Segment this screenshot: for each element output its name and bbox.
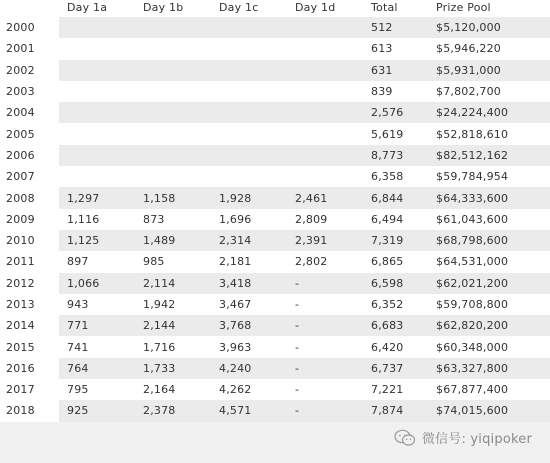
day-1b-cell: 985 <box>135 251 211 272</box>
day-1a-cell: 1,066 <box>59 273 135 294</box>
year-cell: 2012 <box>0 273 59 294</box>
total-cell: 6,494 <box>363 209 428 230</box>
day-1c-cell: 3,768 <box>211 315 287 336</box>
day-1c-cell <box>211 60 287 81</box>
table-row <box>0 273 550 294</box>
total-cell: 8,773 <box>363 145 428 166</box>
day-1d-cell: - <box>287 358 363 379</box>
table-row <box>0 38 550 59</box>
prize-pool-cell: $62,021,200 <box>428 273 550 294</box>
day-1d-cell: - <box>287 315 363 336</box>
day-1c-cell <box>211 17 287 38</box>
table-row <box>0 187 550 208</box>
prize-pool-cell: $61,043,600 <box>428 209 550 230</box>
prize-pool-cell: $67,877,400 <box>428 379 550 400</box>
year-cell: 2010 <box>0 230 59 251</box>
prize-pool-cell: $5,931,000 <box>428 60 550 81</box>
table-row <box>0 230 550 251</box>
header-day-1a: Day 1a <box>59 0 135 17</box>
day-1b-cell <box>135 123 211 144</box>
day-1b-cell: 1,158 <box>135 187 211 208</box>
day-1c-cell <box>211 81 287 102</box>
day-1c-cell <box>211 38 287 59</box>
day-1a-cell: 897 <box>59 251 135 272</box>
day-1d-cell <box>287 166 363 187</box>
table-body <box>0 17 550 422</box>
wechat-icon <box>394 429 416 447</box>
total-cell: 6,352 <box>363 294 428 315</box>
year-cell: 2014 <box>0 315 59 336</box>
day-1b-cell <box>135 102 211 123</box>
year-cell: 2016 <box>0 358 59 379</box>
prize-pool-cell: $62,820,200 <box>428 315 550 336</box>
day-1b-cell <box>135 145 211 166</box>
table-row <box>0 145 550 166</box>
table-row <box>0 379 550 400</box>
table-row <box>0 251 550 272</box>
prize-pool-cell: $82,512,162 <box>428 145 550 166</box>
total-cell: 6,737 <box>363 358 428 379</box>
header-year <box>0 0 59 17</box>
table-row <box>0 166 550 187</box>
watermark <box>394 428 532 447</box>
total-cell: 6,358 <box>363 166 428 187</box>
total-cell: 7,319 <box>363 230 428 251</box>
day-1a-cell <box>59 166 135 187</box>
day-1a-cell: 925 <box>59 400 135 421</box>
day-1c-cell: 2,314 <box>211 230 287 251</box>
day-1d-cell: 2,391 <box>287 230 363 251</box>
table-row <box>0 123 550 144</box>
day-1d-cell <box>287 60 363 81</box>
day-1a-cell: 1,125 <box>59 230 135 251</box>
table-row <box>0 209 550 230</box>
total-cell: 6,683 <box>363 315 428 336</box>
year-cell: 2008 <box>0 187 59 208</box>
day-1b-cell: 873 <box>135 209 211 230</box>
day-1d-cell: 2,461 <box>287 187 363 208</box>
prize-pool-cell: $64,531,000 <box>428 251 550 272</box>
day-1a-cell <box>59 60 135 81</box>
day-1c-cell: 1,928 <box>211 187 287 208</box>
header-row <box>0 0 550 17</box>
prize-pool-cell: $63,327,800 <box>428 358 550 379</box>
total-cell: 2,576 <box>363 102 428 123</box>
table-row <box>0 400 550 421</box>
year-cell: 2003 <box>0 81 59 102</box>
prize-pool-cell: $52,818,610 <box>428 123 550 144</box>
prize-pool-cell: $64,333,600 <box>428 187 550 208</box>
day-1b-cell <box>135 60 211 81</box>
day-1d-cell: - <box>287 273 363 294</box>
day-1b-cell <box>135 166 211 187</box>
day-1a-cell <box>59 81 135 102</box>
total-cell: 6,420 <box>363 336 428 357</box>
prize-pool-cell: $5,120,000 <box>428 17 550 38</box>
day-1c-cell: 4,240 <box>211 358 287 379</box>
total-cell: 512 <box>363 17 428 38</box>
day-1c-cell <box>211 166 287 187</box>
day-1b-cell: 2,164 <box>135 379 211 400</box>
year-cell: 2013 <box>0 294 59 315</box>
prize-pool-cell: $59,784,954 <box>428 166 550 187</box>
year-cell: 2001 <box>0 38 59 59</box>
table-row <box>0 17 550 38</box>
day-1d-cell: - <box>287 379 363 400</box>
day-1a-cell <box>59 123 135 144</box>
total-cell: 613 <box>363 38 428 59</box>
prize-pool-cell: $24,224,400 <box>428 102 550 123</box>
total-cell: 631 <box>363 60 428 81</box>
year-cell: 2000 <box>0 17 59 38</box>
year-cell: 2004 <box>0 102 59 123</box>
total-cell: 6,865 <box>363 251 428 272</box>
day-1b-cell <box>135 38 211 59</box>
prize-pool-cell: $74,015,600 <box>428 400 550 421</box>
day-1a-cell <box>59 102 135 123</box>
day-1d-cell <box>287 38 363 59</box>
header-prize-pool: Prize Pool <box>428 0 550 17</box>
table-header <box>0 0 550 17</box>
day-1b-cell: 2,144 <box>135 315 211 336</box>
prize-pool-cell: $60,348,000 <box>428 336 550 357</box>
day-1b-cell: 2,378 <box>135 400 211 421</box>
year-cell: 2005 <box>0 123 59 144</box>
day-1c-cell <box>211 102 287 123</box>
day-1d-cell: 2,809 <box>287 209 363 230</box>
total-cell: 839 <box>363 81 428 102</box>
table-row <box>0 102 550 123</box>
day-1c-cell: 3,418 <box>211 273 287 294</box>
table-row <box>0 315 550 336</box>
day-1a-cell <box>59 17 135 38</box>
header-day-1c: Day 1c <box>211 0 287 17</box>
table-row <box>0 294 550 315</box>
prize-pool-cell: $68,798,600 <box>428 230 550 251</box>
day-1d-cell: - <box>287 294 363 315</box>
day-1c-cell: 3,963 <box>211 336 287 357</box>
table-row <box>0 60 550 81</box>
day-1a-cell: 795 <box>59 379 135 400</box>
day-1d-cell <box>287 102 363 123</box>
total-cell: 6,598 <box>363 273 428 294</box>
prize-pool-cell: $7,802,700 <box>428 81 550 102</box>
header-day-1b: Day 1b <box>135 0 211 17</box>
table-row <box>0 358 550 379</box>
day-1b-cell <box>135 17 211 38</box>
day-1c-cell: 1,696 <box>211 209 287 230</box>
day-1b-cell <box>135 81 211 102</box>
year-cell: 2006 <box>0 145 59 166</box>
prize-pool-cell: $59,708,800 <box>428 294 550 315</box>
day-1b-cell: 1,716 <box>135 336 211 357</box>
watermark-text: 微信号: yiqipoker <box>421 432 532 447</box>
total-cell: 6,844 <box>363 187 428 208</box>
day-1a-cell: 771 <box>59 315 135 336</box>
day-1b-cell: 1,489 <box>135 230 211 251</box>
day-1d-cell: 2,802 <box>287 251 363 272</box>
year-cell: 2017 <box>0 379 59 400</box>
day-1c-cell <box>211 145 287 166</box>
day-1a-cell: 943 <box>59 294 135 315</box>
day-1d-cell: - <box>287 400 363 421</box>
day-1d-cell: - <box>287 336 363 357</box>
day-1c-cell: 4,262 <box>211 379 287 400</box>
day-1a-cell <box>59 145 135 166</box>
day-1a-cell <box>59 38 135 59</box>
day-1c-cell: 4,571 <box>211 400 287 421</box>
day-1b-cell: 2,114 <box>135 273 211 294</box>
total-cell: 7,874 <box>363 400 428 421</box>
year-cell: 2002 <box>0 60 59 81</box>
day-1a-cell: 1,116 <box>59 209 135 230</box>
year-cell: 2007 <box>0 166 59 187</box>
day-1d-cell <box>287 17 363 38</box>
day-1a-cell: 764 <box>59 358 135 379</box>
header-total: Total <box>363 0 428 17</box>
year-cell: 2018 <box>0 400 59 421</box>
header-day-1d: Day 1d <box>287 0 363 17</box>
table-row <box>0 81 550 102</box>
day-1d-cell <box>287 81 363 102</box>
day-1a-cell: 741 <box>59 336 135 357</box>
table-row <box>0 336 550 357</box>
day-1d-cell <box>287 145 363 166</box>
day-1c-cell: 3,467 <box>211 294 287 315</box>
total-cell: 5,619 <box>363 123 428 144</box>
day-1d-cell <box>287 123 363 144</box>
total-cell: 7,221 <box>363 379 428 400</box>
day-1b-cell: 1,942 <box>135 294 211 315</box>
day-1a-cell: 1,297 <box>59 187 135 208</box>
day-1c-cell <box>211 123 287 144</box>
year-cell: 2015 <box>0 336 59 357</box>
prize-pool-cell: $5,946,220 <box>428 38 550 59</box>
year-cell: 2009 <box>0 209 59 230</box>
year-cell: 2011 <box>0 251 59 272</box>
day-1c-cell: 2,181 <box>211 251 287 272</box>
day-1b-cell: 1,733 <box>135 358 211 379</box>
